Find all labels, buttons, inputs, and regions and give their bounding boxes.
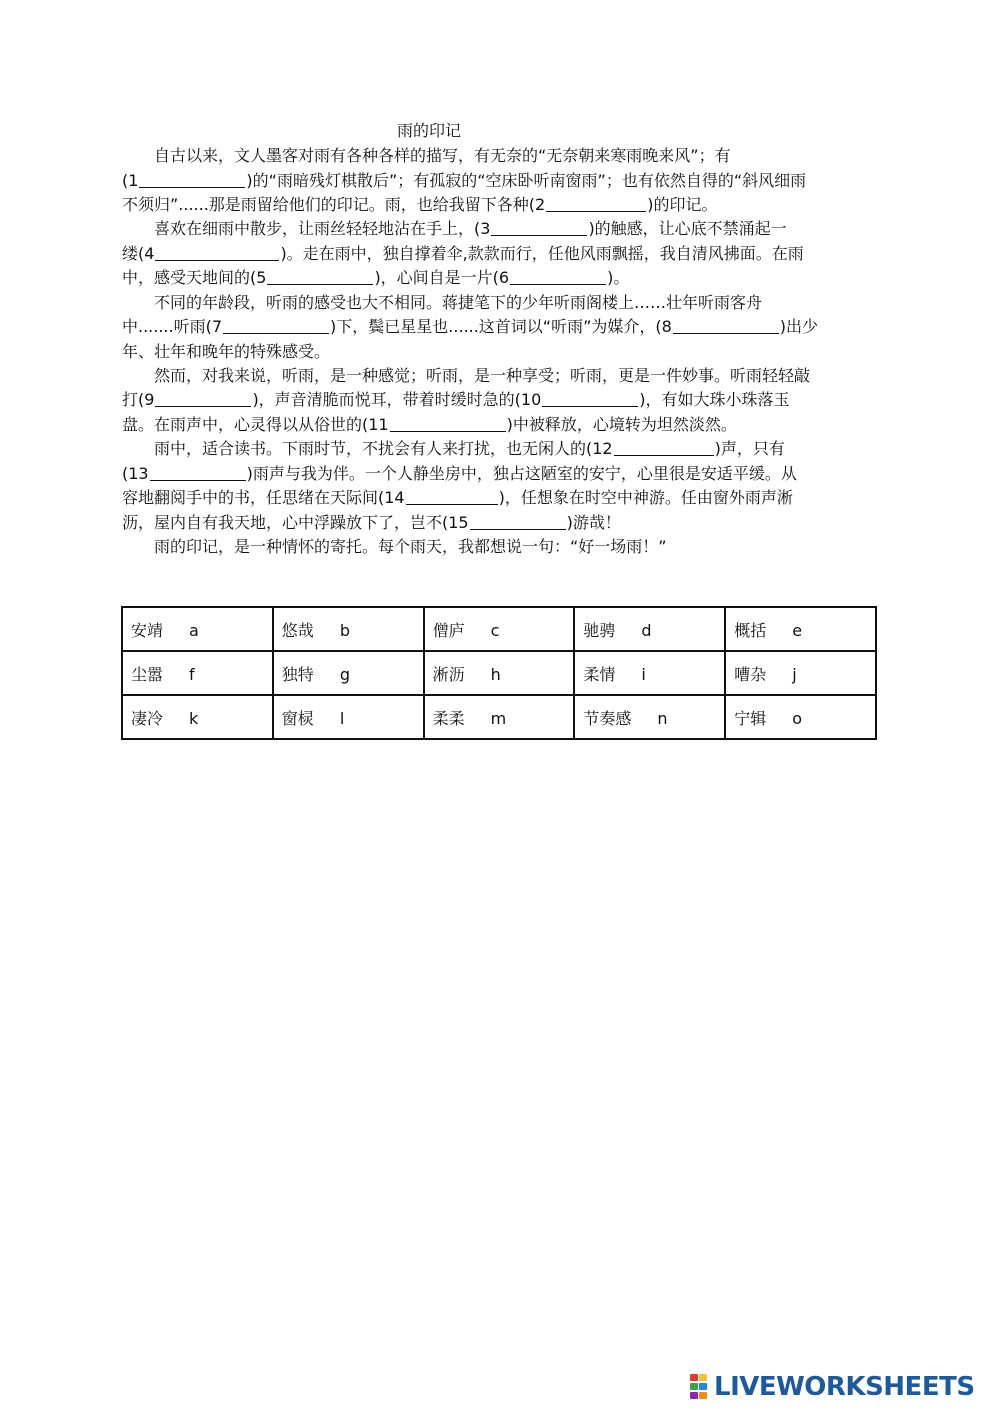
answer-blank-9[interactable] xyxy=(155,405,251,407)
liveworksheets-wordmark: LIVEWORKSHEETS xyxy=(714,1372,975,1402)
text-line-12: 盘。在雨声中，心灵得以从俗世的(11 )中被释放，心境转为坦然淡然。 xyxy=(122,415,737,434)
word-bank-table xyxy=(121,606,877,740)
answer-blank-15[interactable] xyxy=(470,528,566,530)
table-row xyxy=(122,695,876,739)
worksheet-title: 雨的印记 xyxy=(396,121,461,140)
text-line-9: 年、壮年和晚年的特殊感受。 xyxy=(122,342,331,361)
liveworksheets-logo xyxy=(690,1372,975,1402)
word-cell: 淅沥 h xyxy=(424,651,575,695)
answer-blank-12[interactable] xyxy=(614,454,714,456)
text-line-6: 中，感受天地间的(5 )，心间自是一片(6 )。 xyxy=(122,268,630,287)
text-line-8: 中.......听雨(7 )下，鬓已星星也......这首词以“听雨”为媒介，(8 )出少 xyxy=(122,317,819,336)
word-cell: 僧庐 c xyxy=(424,607,575,651)
word-cell: 独特 g xyxy=(273,651,424,695)
answer-blank-2[interactable] xyxy=(546,210,646,212)
word-cell: 概括 e xyxy=(725,607,876,651)
answer-blank-4[interactable] xyxy=(155,259,279,261)
text-line-11: 打(9 )，声音清脆而悦耳，带着时缓时急的(10 )，有如大珠小珠落玉 xyxy=(122,390,790,409)
table-row xyxy=(122,651,876,695)
text-line-14: (13 )雨声与我为伴。一个人静坐房中，独占这陋室的安宁，心里很是安适平缓。从 xyxy=(122,464,797,483)
word-cell: 尘嚣 f xyxy=(122,651,273,695)
text-line-17: 雨的印记，是一种情怀的寄托。每个雨天，我都想说一句：“好一场雨！” xyxy=(122,537,667,556)
word-cell: 窗棂 l xyxy=(273,695,424,739)
word-cell: 柔柔 m xyxy=(424,695,575,739)
word-cell: 驰骋 d xyxy=(574,607,725,651)
text-line-13: 雨中，适合读书。下雨时节，不扰会有人来打扰，也无闲人的(12 )声，只有 xyxy=(122,439,785,458)
word-cell: 嘈杂 j xyxy=(725,651,876,695)
answer-blank-10[interactable] xyxy=(542,405,638,407)
word-cell: 柔情 i xyxy=(574,651,725,695)
answer-blank-6[interactable] xyxy=(510,283,606,285)
answer-blank-5[interactable] xyxy=(267,283,373,285)
word-cell: 悠哉 b xyxy=(273,607,424,651)
word-cell: 安靖 a xyxy=(122,607,273,651)
text-line-5: 缕(4 )。走在雨中，独自撑着伞,款款而行，任他风雨飘摇，我自清风拂面。在雨 xyxy=(122,244,804,263)
text-line-15: 容地翻阅手中的书，任思绪在天际间(14 )，任想象在时空中神游。任由窗外雨声淅 xyxy=(122,488,793,507)
answer-blank-1[interactable] xyxy=(139,186,245,188)
answer-blank-11[interactable] xyxy=(390,430,506,432)
word-cell: 节奏感 n xyxy=(574,695,725,739)
text-line-7: 不同的年龄段，听雨的感受也大不相同。蒋捷笔下的少年听雨阁楼上……壮年听雨客舟 xyxy=(122,293,763,312)
text-line-2: (1 )的“雨暗残灯棋散后”；有孤寂的“空床卧听南窗雨”；也有依然自得的“斜风细雨 xyxy=(122,171,807,190)
answer-blank-14[interactable] xyxy=(406,503,498,505)
text-line-16: 沥，屋内自有我天地，心中浮躁放下了，岂不(15 )游哉！ xyxy=(122,513,621,532)
text-line-1: 自古以来，文人墨客对雨有各种各样的描写，有无奈的“无奈朝来寒雨晚来风”；有 xyxy=(122,146,731,165)
table-row xyxy=(122,607,876,651)
answer-blank-8[interactable] xyxy=(673,332,779,334)
answer-blank-7[interactable] xyxy=(223,332,329,334)
answer-blank-3[interactable] xyxy=(491,234,587,236)
text-line-10: 然而，对我来说，听雨，是一种感觉；听雨，是一种享受；听雨，更是一件妙事。听雨轻轻敲 xyxy=(122,366,811,385)
word-cell: 凄冷 k xyxy=(122,695,273,739)
word-cell: 宁辑 o xyxy=(725,695,876,739)
liveworksheets-logo-icon xyxy=(690,1374,712,1400)
text-line-3: 不须归”......那是雨留给他们的印记。雨，也给我留下各种(2 )的印记。 xyxy=(122,195,718,214)
text-line-4: 喜欢在细雨中散步，让雨丝轻轻地沾在手上，(3 )的触感，让心底不禁涌起一 xyxy=(122,219,787,238)
answer-blank-13[interactable] xyxy=(150,479,246,481)
